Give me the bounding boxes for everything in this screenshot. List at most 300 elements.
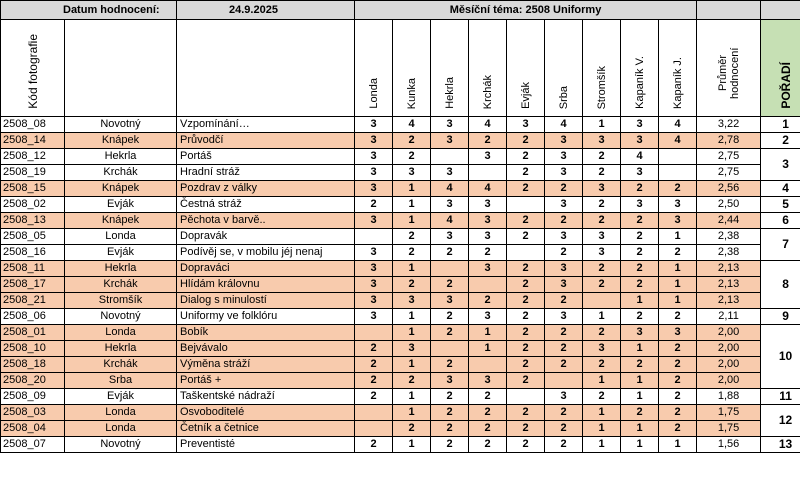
score-cell: 1 [621,341,659,357]
score-cell: 1 [393,405,431,421]
table-row [1,165,800,181]
col-header-judge-label: Srba [557,85,570,109]
photo-title-cell: Portáš + [177,373,355,389]
table-row [1,181,800,197]
column-header-row [1,20,800,117]
score-cell: 2 [545,325,583,341]
score-cell: 2 [545,181,583,197]
score-cell [659,165,697,181]
score-cell: 3 [355,213,393,229]
score-cell: 2 [393,229,431,245]
score-cell: 2 [469,293,507,309]
photo-code-cell: 2508_09 [1,389,65,405]
photo-title-cell: Hradní stráž [177,165,355,181]
average-cell: 1,88 [697,389,761,405]
score-cell: 3 [469,229,507,245]
photo-code-cell: 2508_19 [1,165,65,181]
score-cell: 3 [659,325,697,341]
score-cell: 3 [583,229,621,245]
score-cell: 4 [621,149,659,165]
col-header-judge [431,20,469,117]
score-cell [659,149,697,165]
score-cell: 2 [507,341,545,357]
col-header-judge-label: Hekrla [443,77,456,109]
top-spacer [761,1,800,20]
table-row [1,117,800,133]
photo-title-cell: Dialog s minulostí [177,293,355,309]
rank-cell: 10 [761,325,800,389]
table-row [1,261,800,277]
photo-code-cell: 2508_11 [1,261,65,277]
score-cell: 2 [583,149,621,165]
photo-code-cell: 2508_18 [1,357,65,373]
score-cell: 2 [507,213,545,229]
score-cell: 2 [355,341,393,357]
score-cell: 2 [507,229,545,245]
score-cell: 2 [583,213,621,229]
score-cell: 3 [621,117,659,133]
average-cell: 1,75 [697,421,761,437]
score-cell: 2 [393,149,431,165]
col-header-judge-label: Kapaník J. [671,57,684,109]
score-cell: 2 [583,389,621,405]
photo-title-cell: Portáš [177,149,355,165]
score-cell: 3 [393,165,431,181]
score-cell: 2 [431,421,469,437]
score-cell: 4 [469,181,507,197]
score-cell: 1 [393,325,431,341]
score-cell: 2 [621,277,659,293]
rank-cell: 5 [761,197,800,213]
score-cell [355,229,393,245]
score-cell: 2 [393,421,431,437]
score-cell: 2 [355,357,393,373]
score-cell: 2 [659,341,697,357]
score-cell: 2 [507,261,545,277]
average-cell: 1,75 [697,405,761,421]
average-cell: 2,78 [697,133,761,149]
score-cell: 3 [355,149,393,165]
score-cell: 3 [583,181,621,197]
score-cell: 2 [545,421,583,437]
score-cell: 2 [659,357,697,373]
score-cell: 1 [659,261,697,277]
score-cell: 2 [621,357,659,373]
score-cell: 3 [355,133,393,149]
table-row [1,149,800,165]
score-cell: 3 [659,213,697,229]
score-cell: 2 [469,245,507,261]
score-cell: 4 [431,213,469,229]
score-cell: 1 [659,277,697,293]
photo-title-cell: Uniformy ve folklóru [177,309,355,325]
score-cell: 1 [469,325,507,341]
score-cell [469,277,507,293]
score-cell: 3 [355,117,393,133]
score-cell: 2 [583,197,621,213]
rank-cell: 11 [761,389,800,405]
score-cell: 3 [393,293,431,309]
score-cell: 1 [621,421,659,437]
score-cell: 2 [393,133,431,149]
score-cell: 4 [469,117,507,133]
score-cell: 2 [507,277,545,293]
photo-code-cell: 2508_01 [1,325,65,341]
score-cell: 3 [469,261,507,277]
col-header-judge [393,20,431,117]
score-cell: 1 [621,373,659,389]
col-header-judge-label: Kunka [405,77,418,109]
score-cell: 2 [621,405,659,421]
table-row [1,133,800,149]
rank-cell: 9 [761,309,800,325]
photo-code-cell: 2508_08 [1,117,65,133]
score-cell [507,197,545,213]
photo-title-cell: Preventisté [177,437,355,453]
table-row [1,325,800,341]
score-cell: 4 [431,181,469,197]
score-cell: 2 [355,389,393,405]
rank-cell: 6 [761,213,800,229]
author-cell: Londa [65,229,177,245]
score-cell: 2 [545,437,583,453]
table-row [1,373,800,389]
score-cell: 2 [621,261,659,277]
score-cell: 1 [393,309,431,325]
score-cell [469,357,507,373]
author-cell: Evják [65,197,177,213]
score-cell: 1 [393,197,431,213]
score-cell: 1 [621,293,659,309]
score-cell: 2 [469,405,507,421]
score-cell: 1 [659,437,697,453]
score-cell: 3 [469,149,507,165]
score-cell: 2 [431,325,469,341]
author-cell: Evják [65,245,177,261]
score-cell: 2 [621,181,659,197]
score-cell: 3 [583,341,621,357]
score-cell: 2 [469,421,507,437]
photo-title-cell: Průvodčí [177,133,355,149]
average-cell: 2,13 [697,261,761,277]
score-cell [583,293,621,309]
score-cell: 1 [393,437,431,453]
score-cell: 2 [469,437,507,453]
score-cell: 4 [659,117,697,133]
score-cell: 2 [393,373,431,389]
photo-title-cell: Podívěj se, v mobilu jéj nenaj [177,245,355,261]
table-row [1,405,800,421]
average-cell: 2,75 [697,165,761,181]
score-cell: 3 [431,373,469,389]
author-cell: Hekrla [65,149,177,165]
col-header-judge-label: Londa [367,78,380,109]
score-cell: 3 [431,117,469,133]
col-header-judge [659,20,697,117]
score-cell: 3 [469,197,507,213]
score-cell: 1 [393,357,431,373]
score-cell: 3 [393,341,431,357]
score-cell [545,373,583,389]
rank-cell: 1 [761,117,800,133]
average-cell: 2,44 [697,213,761,229]
average-cell: 1,56 [697,437,761,453]
col-header-judge [621,20,659,117]
score-cell: 3 [583,245,621,261]
score-cell [355,421,393,437]
col-header-judge-label: Krchák [481,74,494,109]
table-row [1,229,800,245]
score-cell: 2 [469,389,507,405]
score-cell: 1 [393,181,431,197]
photo-code-cell: 2508_05 [1,229,65,245]
average-cell: 2,75 [697,149,761,165]
photo-code-cell: 2508_07 [1,437,65,453]
photo-code-cell: 2508_17 [1,277,65,293]
score-cell: 2 [431,389,469,405]
score-cell: 1 [583,405,621,421]
author-cell: Hekrla [65,261,177,277]
score-cell: 2 [583,165,621,181]
col-header-judge-label: Stromšík [595,65,608,109]
score-cell: 1 [583,373,621,389]
score-cell: 2 [583,261,621,277]
score-cell: 1 [583,309,621,325]
score-cell: 3 [545,277,583,293]
score-cell: 2 [621,245,659,261]
score-cell: 2 [583,357,621,373]
score-cell: 2 [507,133,545,149]
col-header-code [1,20,65,117]
score-cell: 2 [507,149,545,165]
author-cell: Knápek [65,133,177,149]
score-cell: 2 [621,213,659,229]
score-cell: 3 [469,309,507,325]
rank-cell: 13 [761,437,800,453]
score-cell: 2 [355,373,393,389]
score-cell: 3 [545,165,583,181]
score-cell: 3 [621,197,659,213]
table-row [1,293,800,309]
score-cell: 2 [659,181,697,197]
score-cell: 4 [545,117,583,133]
author-cell: Knápek [65,181,177,197]
col-header-judge [583,20,621,117]
photo-code-cell: 2508_16 [1,245,65,261]
score-cell: 3 [621,133,659,149]
average-cell: 2,00 [697,341,761,357]
score-cell: 2 [659,309,697,325]
score-cell: 2 [621,229,659,245]
average-cell: 2,38 [697,245,761,261]
rank-cell: 3 [761,149,800,181]
score-cell: 1 [393,261,431,277]
score-cell: 2 [659,245,697,261]
score-cell: 2 [659,405,697,421]
rank-cell: 7 [761,229,800,261]
table-row [1,277,800,293]
score-cell: 1 [469,341,507,357]
score-cell: 2 [545,213,583,229]
score-cell: 2 [507,373,545,389]
score-cell: 2 [355,197,393,213]
table-row [1,197,800,213]
score-cell: 2 [507,437,545,453]
score-cell: 3 [469,213,507,229]
photo-title-cell: Vzpomínání… [177,117,355,133]
score-cell: 4 [393,117,431,133]
col-header-average [697,20,761,117]
score-cell: 2 [355,437,393,453]
theme-title: Měsíční téma: 2508 Uniformy [355,1,697,20]
date-label: Datum hodnocení: [1,1,177,20]
rank-cell: 4 [761,181,800,197]
score-cell: 3 [355,293,393,309]
score-cell: 3 [507,117,545,133]
table-row [1,245,800,261]
photo-code-cell: 2508_12 [1,149,65,165]
col-header-judge [545,20,583,117]
score-cell: 2 [659,373,697,389]
score-cell: 2 [583,325,621,341]
rank-cell: 8 [761,261,800,309]
photo-title-cell: Bejvávalo [177,341,355,357]
col-header-rank-label: POŘADÍ [778,62,793,109]
author-cell: Londa [65,325,177,341]
author-cell: Stromšík [65,293,177,309]
date-value: 24.9.2025 [177,1,355,20]
col-header-rank [761,20,800,117]
score-cell [431,149,469,165]
photo-title-cell: Taškentské nádraží [177,389,355,405]
score-cell: 3 [545,229,583,245]
col-header-judge [507,20,545,117]
average-cell: 2,00 [697,357,761,373]
author-cell: Krchák [65,165,177,181]
score-cell: 2 [545,405,583,421]
photo-title-cell: Výměna stráží [177,357,355,373]
rank-cell: 2 [761,133,800,149]
photo-title-cell: Čestná stráž [177,197,355,213]
score-cell: 2 [507,165,545,181]
photo-code-cell: 2508_14 [1,133,65,149]
score-cell: 2 [393,277,431,293]
score-cell: 2 [507,405,545,421]
photo-title-cell: Četník a četnice [177,421,355,437]
score-cell: 3 [431,165,469,181]
col-header-code-label: Kód fotografie [25,34,40,109]
score-cell: 2 [507,181,545,197]
score-cell: 1 [621,437,659,453]
score-cell: 3 [355,245,393,261]
score-cell [469,165,507,181]
score-cell: 2 [393,245,431,261]
rank-cell: 12 [761,405,800,437]
score-cell [431,341,469,357]
col-header-title [177,20,355,117]
average-cell: 2,56 [697,181,761,197]
score-cell [507,389,545,405]
score-cell: 3 [355,181,393,197]
score-cell: 3 [545,149,583,165]
table-row [1,357,800,373]
score-cell: 3 [621,325,659,341]
score-cell: 2 [545,293,583,309]
photo-title-cell: Pozdrav z války [177,181,355,197]
score-cell: 2 [431,309,469,325]
score-cell: 3 [431,293,469,309]
average-cell: 2,38 [697,229,761,245]
score-cell: 1 [583,437,621,453]
score-cell: 3 [355,277,393,293]
score-cell: 1 [659,293,697,309]
photo-code-cell: 2508_04 [1,421,65,437]
photo-code-cell: 2508_02 [1,197,65,213]
average-cell: 2,13 [697,293,761,309]
author-cell: Londa [65,405,177,421]
score-cell: 1 [393,389,431,405]
average-cell: 3,22 [697,117,761,133]
score-cell: 2 [469,133,507,149]
score-cell: 2 [507,357,545,373]
score-cell: 2 [431,405,469,421]
score-cell: 1 [583,421,621,437]
score-cell: 3 [469,373,507,389]
col-header-judge-label: Evják [519,82,532,109]
score-cell: 3 [659,197,697,213]
score-cell: 3 [545,197,583,213]
photo-title-cell: Bobík [177,325,355,341]
score-cell: 2 [659,421,697,437]
score-cell: 2 [659,389,697,405]
score-cell: 3 [431,197,469,213]
score-cell [355,405,393,421]
table-row [1,421,800,437]
score-cell: 2 [621,309,659,325]
photo-title-cell: Pěchota v barvě.. [177,213,355,229]
score-cell: 3 [583,133,621,149]
score-cell: 1 [393,213,431,229]
score-cell [431,261,469,277]
col-header-judge-label: Kapaník V. [633,56,646,109]
photo-code-cell: 2508_13 [1,213,65,229]
photo-title-cell: Hlídám královnu [177,277,355,293]
score-cell: 3 [545,261,583,277]
score-cell: 2 [431,437,469,453]
author-cell: Novotný [65,309,177,325]
score-cell: 2 [545,245,583,261]
author-cell: Evják [65,389,177,405]
score-cell: 1 [621,389,659,405]
photo-code-cell: 2508_06 [1,309,65,325]
score-cell: 3 [545,309,583,325]
score-cell: 1 [659,229,697,245]
score-cell: 3 [545,389,583,405]
average-cell: 2,11 [697,309,761,325]
score-cell [507,245,545,261]
score-cell [355,325,393,341]
photo-title-cell: Dopraváci [177,261,355,277]
score-cell: 3 [621,165,659,181]
score-cell: 2 [583,277,621,293]
score-cell: 4 [659,133,697,149]
col-header-average-label: Průměr hodnocení [716,47,741,99]
top-spacer [697,1,761,20]
score-cell: 2 [545,341,583,357]
photo-code-cell: 2508_10 [1,341,65,357]
author-cell: Krchák [65,357,177,373]
average-cell: 2,13 [697,277,761,293]
